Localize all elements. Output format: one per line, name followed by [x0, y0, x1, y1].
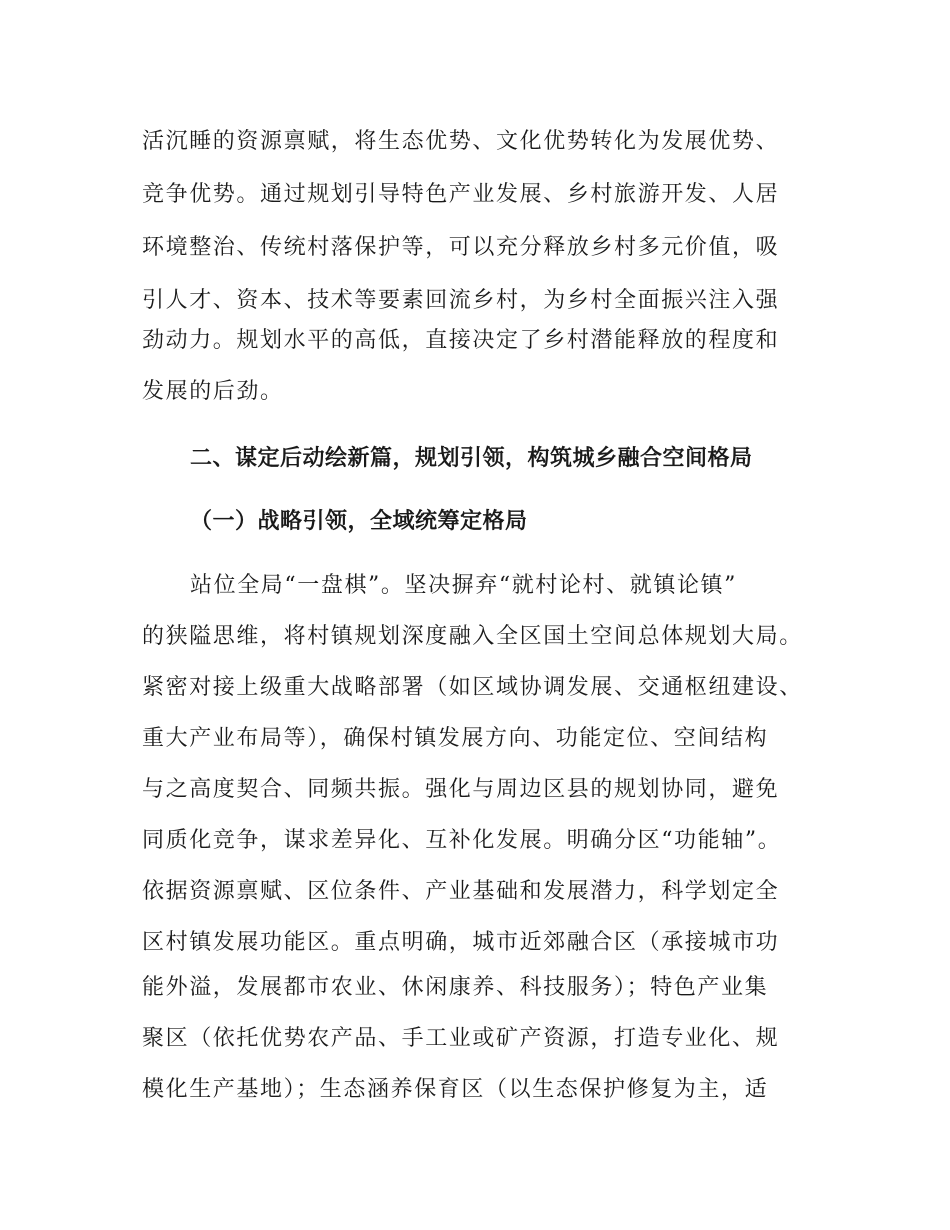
- paragraph-1-line-5: 劲动力。规划水平的高低，直接决定了乡村潜能释放的程度和: [142, 328, 780, 353]
- paragraph-2-line-7: 依据资源禀赋、区位条件、产业基础和发展潜力，科学划定全: [142, 879, 780, 904]
- paragraph-1-line-3: 环境整治、传统村落保护等，可以充分释放乡村多元价值，吸: [142, 235, 780, 260]
- paragraph-1-line-6: 发展的后劲。: [142, 379, 284, 404]
- section-heading: 二、谋定后动绘新篇，规划引领，构筑城乡融合空间格局: [190, 446, 753, 471]
- paragraph-1-line-4: 引人才、资本、技术等要素回流乡村，为乡村全面振兴注入强: [142, 288, 780, 313]
- paragraph-2-line-5: 与之高度契合、同频共振。强化与周边区县的规划协同，避免: [142, 777, 780, 802]
- paragraph-2-line-8: 区村镇发展功能区。重点明确，城市近郊融合区（承接城市功: [142, 930, 780, 955]
- subsection-heading: （一）战略引领，全域统筹定格局: [190, 509, 528, 534]
- paragraph-2-line-2: 的狭隘思维，将村镇规划深度融入全区国土空间总体规划大局。: [142, 624, 803, 649]
- paragraph-2-line-11: 模化生产基地）；生态涵养保育区（以生态保护修复为主，适: [142, 1077, 769, 1102]
- paragraph-2-line-6: 同质化竞争，谋求差异化、互补化发展。明确分区“功能轴”。: [142, 828, 782, 853]
- paragraph-2-line-3: 紧密对接上级重大战略部署（如区域协调发展、交通枢纽建设、: [142, 675, 803, 700]
- paragraph-2-line-9: 能外溢，发展都市农业、休闲康养、科技服务）；特色产业集: [142, 975, 769, 1000]
- paragraph-2-line-10: 聚区（依托优势农产品、手工业或矿产资源，打造专业化、规: [142, 1026, 780, 1051]
- paragraph-2-line-4: 重大产业布局等），确保村镇发展方向、功能定位、空间结构: [142, 726, 769, 751]
- paragraph-1-line-1: 活沉睡的资源禀赋，将生态优势、文化优势转化为发展优势、: [142, 129, 780, 154]
- paragraph-2-line-1: 站位全局“一盘棋”。坚决摒弃“就村论村、就镇论镇”: [190, 573, 737, 598]
- paragraph-1-line-2: 竞争优势。通过规划引导特色产业发展、乡村旅游开发、人居: [142, 182, 780, 207]
